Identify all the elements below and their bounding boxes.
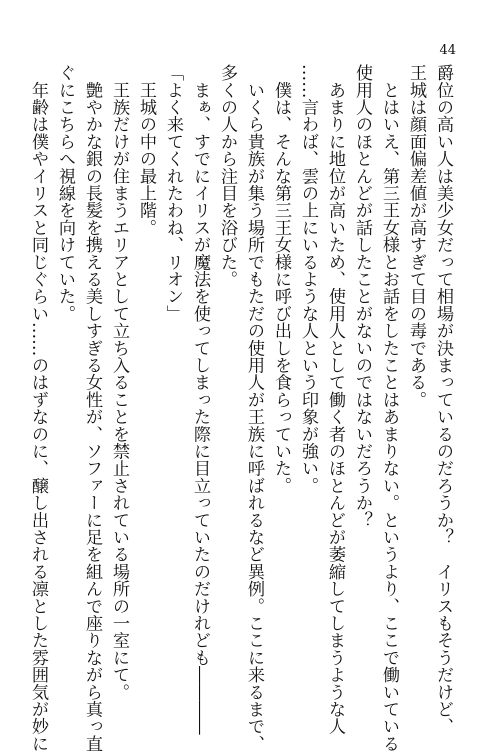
text-line-8: いくら貴族が集う場所でもただの使用人が王族に呼ばれるなど異例。ここに来るまで、	[244, 64, 264, 752]
text-line-12: 王族だけが住まうエリアとして立ち入ることを禁止されている場所の一室にて。	[109, 64, 129, 701]
text-line-2: 王城は顔面偏差値が高すぎて目の毒である。	[406, 64, 426, 408]
text-line-15: 年齢は僕やイリスと同じぐらい……のはずなのに、醸し出される凛とした雰囲気が妙に	[28, 64, 48, 752]
text-line-6: ……言わば、雲の上にいるような人という印象が強い。	[298, 64, 318, 494]
novel-text-block	[28, 64, 456, 752]
text-line-10: まぁ、すでにイリスが魔法を使ってしまった際に目立っていたのだけれども――――	[190, 64, 210, 735]
text-line-1: 爵位の高い人は美少女だって相場が決まっているのだろうか？ イリスもそうだけど、	[433, 64, 453, 735]
dialogue-line-1: 「よく来てくれたわね、リオン」	[163, 64, 183, 322]
page-number: 44	[439, 43, 456, 58]
text-line-5: あまりに地位が高いため、使用人として働く者のほとんどが萎縮してしまうような人	[325, 64, 345, 735]
text-line-14: ぐにこちらへ視線を向けていた。	[55, 64, 75, 322]
text-line-9: 多くの人から注目を浴びた。	[217, 64, 237, 288]
text-line-11: 王城の中の最上階。	[136, 64, 156, 236]
text-line-3: とはいえ、第三王女様とお話をしたことはあまりない。というより、ここで働いている	[379, 64, 399, 752]
text-line-4: 使用人のほとんどが話したことがないのではないだろうか？	[352, 64, 372, 529]
text-line-13: 艶やかな銀の長髪を携える美しすぎる女性が、ソファーに足を組んで座りながら真っ直	[82, 64, 102, 752]
text-line-7: 僕は、そんな第三王女様に呼び出しを食らっていた。	[271, 64, 291, 494]
